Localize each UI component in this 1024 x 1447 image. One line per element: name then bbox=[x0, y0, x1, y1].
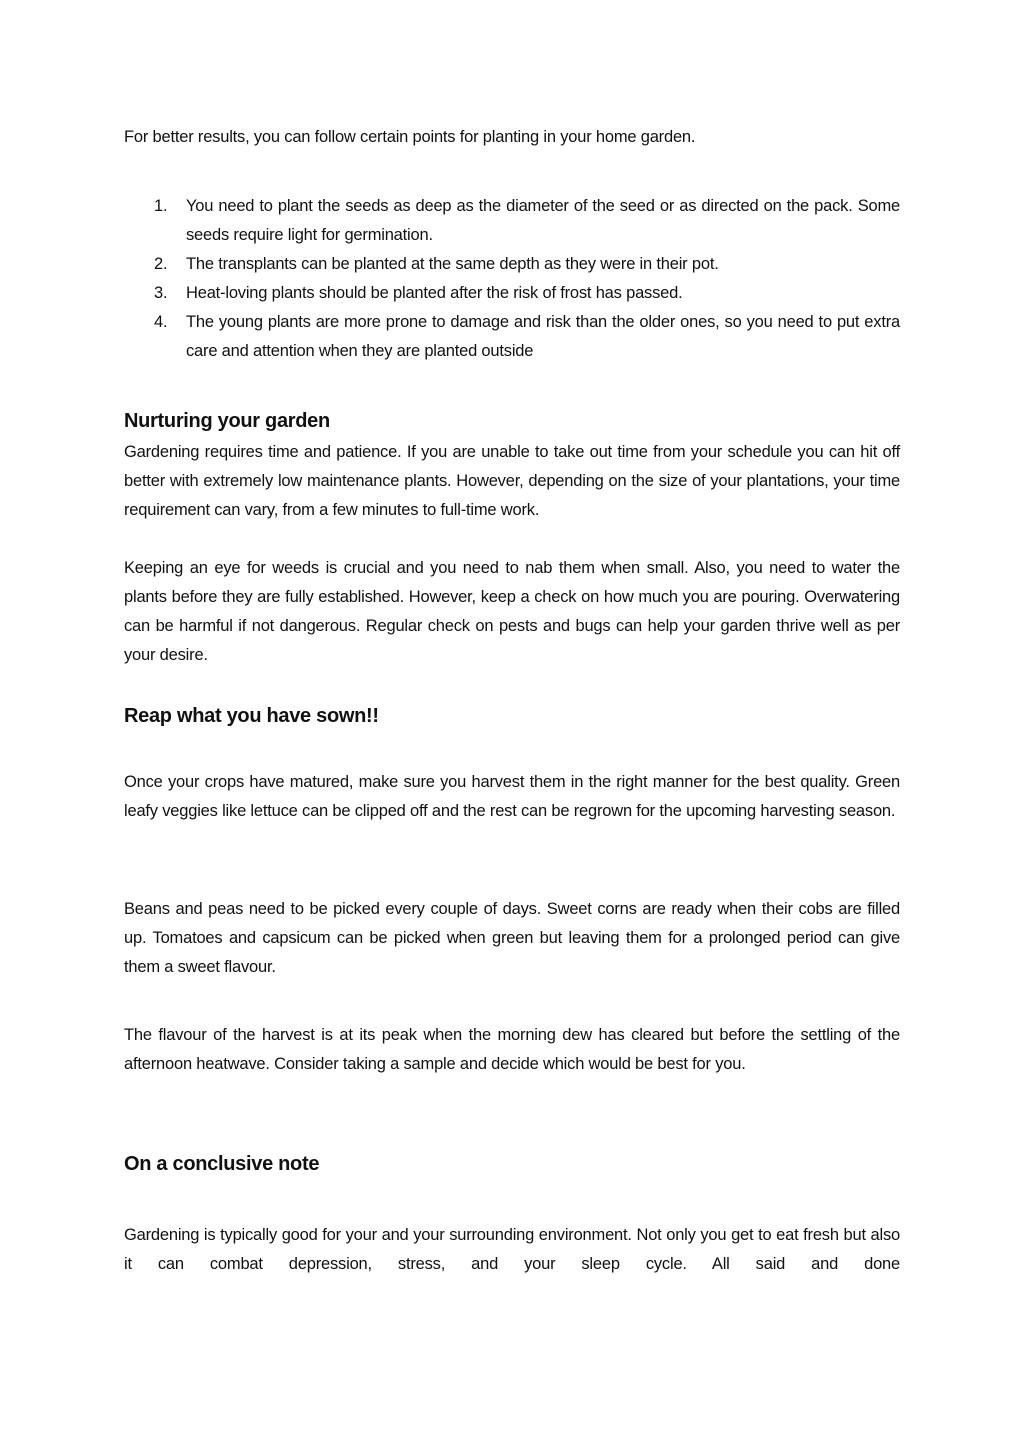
conclusion-paragraph-1: Gardening is typically good for your and your surrounding environment. Not only you get to eat fresh but also it can combat depression, stress, and your sleep cycle. All said and done bbox=[124, 1226, 900, 1273]
intro-paragraph: For better results, you can follow certain points for planting in your home garden. bbox=[124, 128, 696, 146]
section-heading-nurturing: Nurturing your garden bbox=[124, 410, 330, 432]
section-heading-conclusion: On a conclusive note bbox=[124, 1153, 320, 1175]
reap-paragraph-1: Once your crops have matured, make sure you harvest them in the right manner for the best quality. Green leafy veggies like lettuce can be clipped off and the rest can be regrown for the upcoming harvesting season. bbox=[124, 773, 900, 820]
list-item bbox=[124, 250, 900, 279]
list-item bbox=[124, 279, 900, 308]
nurturing-paragraph-1: Gardening requires time and patience. If you are unable to take out time from your schedule you can hit off better with extremely low maintenance plants. However, depending on the size of your plantations, your time requirement can vary, from a few minutes to full-time work. bbox=[124, 443, 900, 519]
list-item bbox=[124, 308, 900, 366]
list-item-text: You need to plant the seeds as deep as the diameter of the seed or as directed on the pack. Some seeds require light for germination. bbox=[186, 197, 900, 244]
list-number: 4. bbox=[154, 313, 168, 331]
nurturing-paragraph-2: Keeping an eye for weeds is crucial and you need to nab them when small. Also, you need to water the plants before they are fully established. However, keep a check on how much you are pouring. Overwatering can be harmful if not dangerous. Regular check on pests and bugs can help your garden thrive well as per your desire. bbox=[124, 559, 900, 664]
list-item-text: The transplants can be planted at the same depth as they were in their pot. bbox=[186, 255, 719, 273]
section-heading-reap: Reap what you have sown!! bbox=[124, 705, 379, 727]
reap-paragraph-2: Beans and peas need to be picked every couple of days. Sweet corns are ready when their cobs are filled up. Tomatoes and capsicum can be picked when green but leaving them for a prolonged period can give them a sweet flavour. bbox=[124, 900, 900, 976]
planting-points-list bbox=[124, 192, 900, 366]
reap-paragraph-3: The flavour of the harvest is at its peak when the morning dew has cleared but before the settling of the afternoon heatwave. Consider taking a sample and decide which would be best for you. bbox=[124, 1026, 900, 1073]
list-number: 1. bbox=[154, 197, 168, 215]
list-item-text: The young plants are more prone to damage and risk than the older ones, so you need to put extra care and attention when they are planted outside bbox=[186, 313, 900, 360]
list-number: 3. bbox=[154, 284, 168, 302]
list-item-text: Heat-loving plants should be planted after the risk of frost has passed. bbox=[186, 284, 683, 302]
list-number: 2. bbox=[154, 255, 168, 273]
list-item bbox=[124, 192, 900, 250]
